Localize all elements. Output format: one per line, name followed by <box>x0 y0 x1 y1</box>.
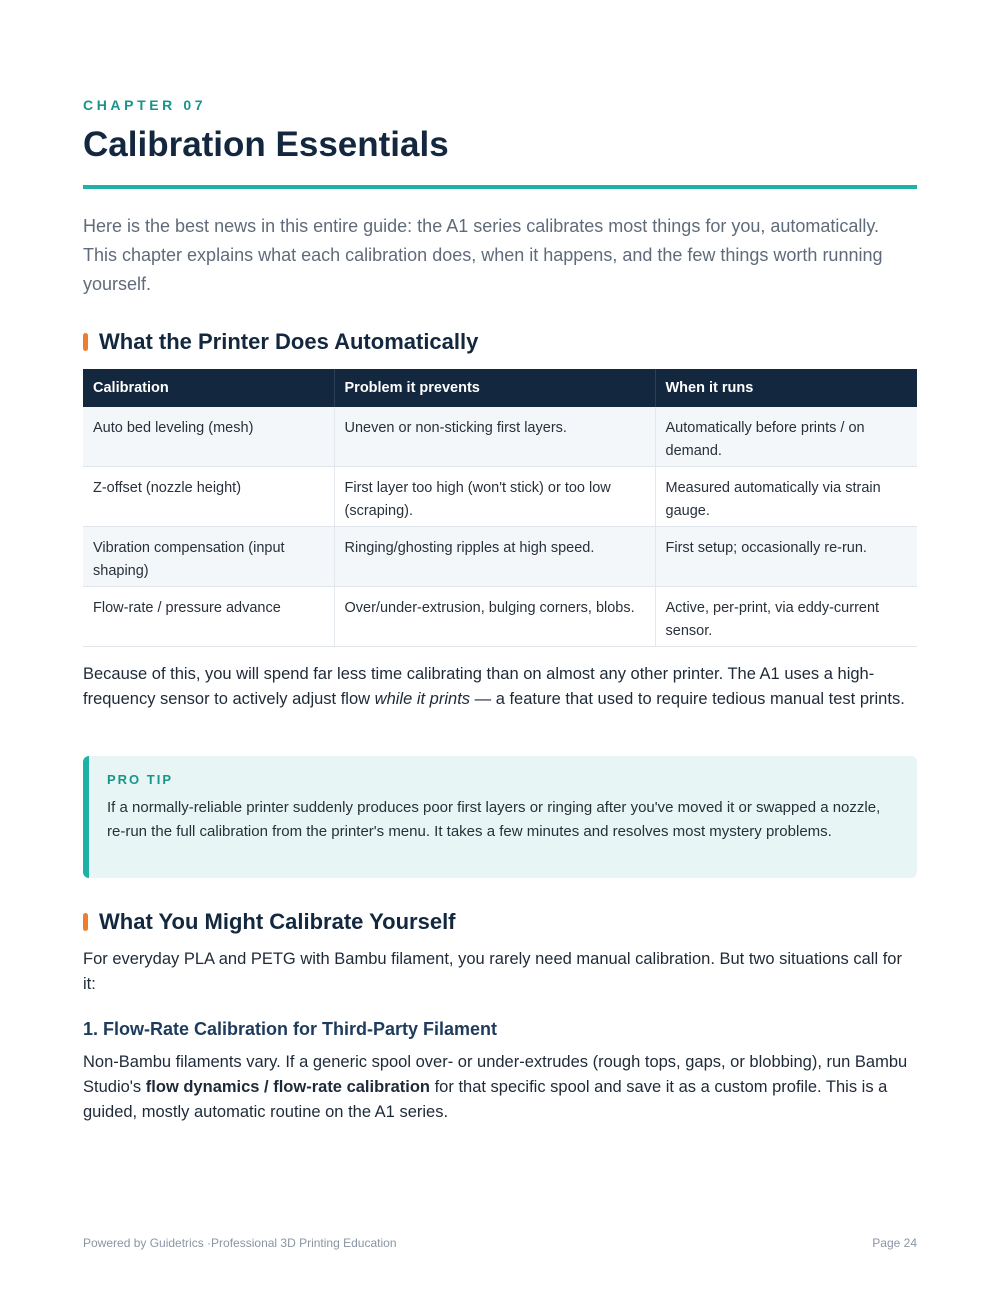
calibration-table <box>83 369 917 647</box>
table-cell: Z-offset (nozzle height) <box>83 467 334 527</box>
table-cell: Flow-rate / pressure advance <box>83 587 334 647</box>
table-cell: Uneven or non-sticking first layers. <box>334 407 655 467</box>
footer-credit: Powered by Guidetrics ·Professional 3D Printing Education <box>83 1236 397 1250</box>
pro-tip-text: If a normally-reliable printer suddenly produces poor first layers or ringing after you've moved it or swapped a nozzle, re-run the full calibration from the printer's menu. It takes a few minutes and resolves most mystery problems. <box>107 799 881 840</box>
page-title: Calibration Essentials <box>83 125 449 164</box>
table-cell: Automatically before prints / on demand. <box>655 407 917 467</box>
table-cell: First setup; occasionally re-run. <box>655 527 917 587</box>
body-paragraph <box>83 1050 917 1125</box>
section-heading-yourself <box>83 908 456 936</box>
chapter-label: CHAPTER 07 <box>83 97 207 113</box>
heading-accent-bar <box>83 333 88 351</box>
pro-tip-callout <box>83 756 917 878</box>
section-heading-automatic <box>83 328 478 356</box>
table-cell: Over/under-extrusion, bulging corners, blobs. <box>334 587 655 647</box>
table-header-row <box>83 369 917 407</box>
table-cell: Auto bed leveling (mesh) <box>83 407 334 467</box>
subheading-flow-rate: 1. Flow-Rate Calibration for Third-Party Filament <box>83 1019 498 1039</box>
table-header-cell: When it runs <box>655 369 917 407</box>
section-heading-text: What You Might Calibrate Yourself <box>99 909 456 934</box>
title-divider <box>83 185 917 189</box>
table-row <box>83 527 917 587</box>
body-paragraph <box>83 662 917 712</box>
table-row <box>83 467 917 527</box>
text-run: Non-Bambu filaments vary. If a generic spool over- or under-extrudes (rough tops, gaps, or blobbing), run Bambu Studio's <box>83 1053 908 1096</box>
heading-accent-bar <box>83 913 88 931</box>
bold-text: flow dynamics / flow-rate calibration <box>145 1078 431 1096</box>
text-run: for that specific spool and save it as a custom profile. This is a guided, mostly automatic routine on the A1 series. <box>83 1078 888 1121</box>
table-cell: Vibration compensation (input shaping) <box>83 527 334 587</box>
table-row <box>83 407 917 467</box>
table-cell: First layer too high (won't stick) or too low (scraping). <box>334 467 655 527</box>
table-cell: Ringing/ghosting ripples at high speed. <box>334 527 655 587</box>
pro-tip-label: PRO TIP <box>107 772 174 787</box>
table-cell: Measured automatically via strain gauge. <box>655 467 917 527</box>
body-paragraph: For everyday PLA and PETG with Bambu filament, you rarely need manual calibration. But two situations call for it: <box>83 950 902 993</box>
page-number: Page 24 <box>872 1236 917 1250</box>
intro-paragraph: Here is the best news in this entire guide: the A1 series calibrates most things for you, automatically. This chapter explains what each calibration does, when it happens, and the few things worth running yourself. <box>83 216 883 294</box>
emphasis-text: while it prints <box>374 690 471 708</box>
text-run: — a feature that used to require tedious manual test prints. <box>470 690 905 708</box>
table-header-cell: Problem it prevents <box>334 369 655 407</box>
table-cell: Active, per-print, via eddy-current sensor. <box>655 587 917 647</box>
table-header-cell: Calibration <box>83 369 334 407</box>
table-row <box>83 587 917 647</box>
section-heading-text: What the Printer Does Automatically <box>99 329 479 354</box>
text-run: Because of this, you will spend far less time calibrating than on almost any other printer. The A1 uses a high-frequency sensor to actively adjust flow <box>83 665 875 708</box>
